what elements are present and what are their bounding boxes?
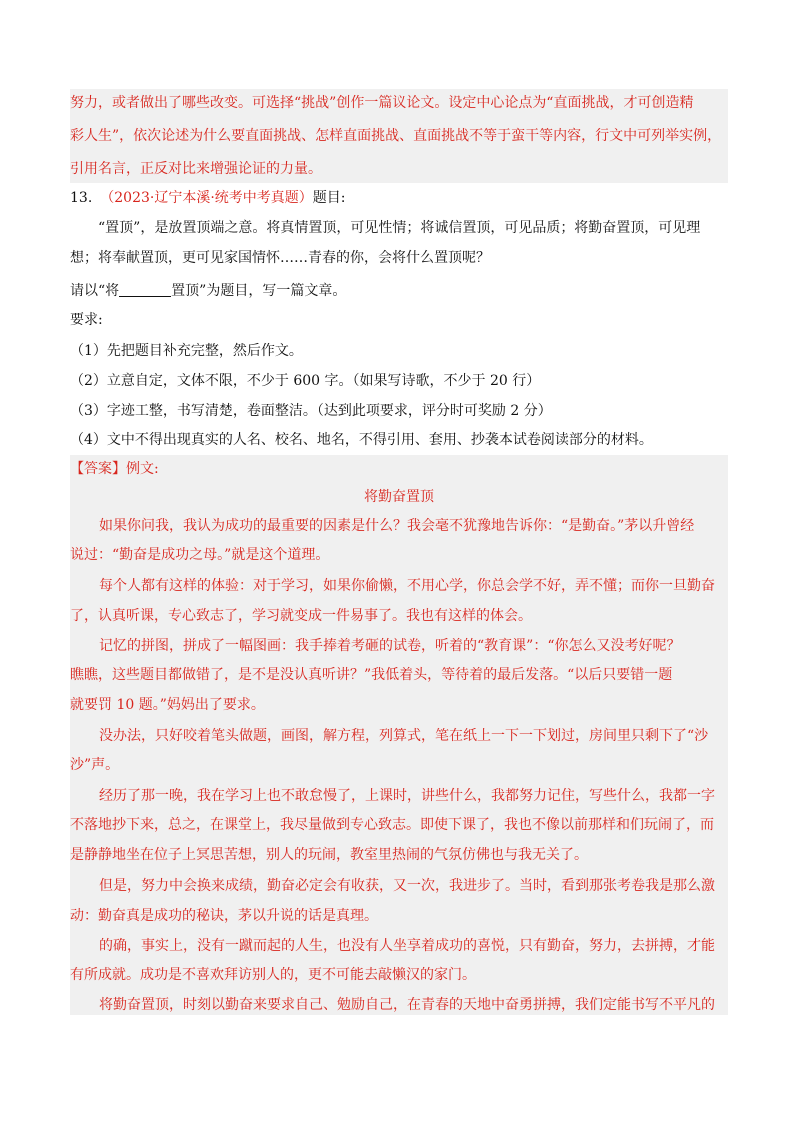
question-header <box>70 188 346 208</box>
previous-answer-line: 努力，或者做出了哪些改变。可选择“挑战”创作一篇议论文。设定中心论点为“直面挑战，才可创造精 <box>70 95 694 111</box>
essay-line: 但是，努力中会换来成绩，勤奋必定会有收获，又一次，我进步了。当时，看到那张考卷我是那么激 <box>99 878 715 894</box>
previous-answer-line: 引用名言，正反对比来增强论证的力量。 <box>70 161 322 177</box>
essay-line: 说过：“勤奋是成功之母。”就是这个道理。 <box>70 547 330 563</box>
answer-tag: 【答案】 <box>70 461 126 477</box>
question-instruction <box>70 281 346 301</box>
question-source: （2023·辽宁本溪·统考中考真题） <box>100 190 313 206</box>
essay-line: 没办法，只好咬着笔头做题，画图，解方程，列算式，笔在纸上一下一下划过，房间里只剩下了“沙 <box>99 728 709 744</box>
answer-label <box>70 459 159 479</box>
essay-line: 的确，事实上，没有一蹴而起的人生，也没有人坐享着成功的喜悦，只有勤奋，努力，去拼搏，才能 <box>99 938 715 954</box>
essay-line: 记忆的拼图，拼成了一幅图画：我手捧着考砸的试卷，听着的“教育课”：“你怎么又没考好呢？ <box>99 638 681 654</box>
answer-tag-suffix: 例文: <box>126 461 159 477</box>
question-label: 题目: <box>312 190 346 206</box>
essay-line: 每个人都有这样的体验：对于学习，如果你偷懒，不用心学，你总会学不好，弄不懂；而你一旦勤奋 <box>99 578 715 594</box>
essay-line: 动：勤奋真是成功的秘诀，茅以升说的话是真理。 <box>70 908 378 924</box>
essay-line: 如果你问我，我认为成功的最重要的因素是什么？我会毫不犹豫地告诉你：“是勤奋。”茅以升曾经 <box>99 518 695 534</box>
instruction-suffix: 置顶”为题目，写一篇文章。 <box>171 283 347 299</box>
title-blank <box>119 282 171 297</box>
essay-line: 将勤奋置顶，时刻以勤奋来要求自己、勉励自己，在青春的天地中奋勇拼搏，我们定能书写不平凡的 <box>99 997 715 1013</box>
previous-answer-block <box>70 89 728 183</box>
essay-line: 经历了那一晚，我在学习上也不敢怠慢了，上课时，讲些什么，我都努力记住，写些什么，我都一字 <box>99 788 715 804</box>
answer-block <box>70 455 728 1015</box>
essay-line: 有所成就。成功是不喜欢拜访别人的，更不可能去敲懒汉的家门。 <box>70 967 476 983</box>
essay-line: 沙”声。 <box>70 757 120 773</box>
essay-line: 是静静地坐在位子上冥思苦想，别人的玩闹，教室里热闹的气氛仿佛也与我无关了。 <box>70 847 588 863</box>
essay-title: 将勤奋置顶 <box>364 489 434 505</box>
question-number: 13. <box>70 190 93 206</box>
requirement-item: （3）字迹工整，书写清楚，卷面整洁。（达到此项要求，评分时可奖励 2 分） <box>70 403 552 419</box>
requirement-item: （1）先把题目补充完整，然后作文。 <box>70 343 303 359</box>
question-prompt-line: 想；将奉献置顶，更可见家国情怀……青春的你，会将什么置顶呢？ <box>70 250 490 266</box>
requirements-label: 要求: <box>70 312 103 328</box>
essay-line: 就要罚 10 题。”妈妈出了要求。 <box>70 697 265 713</box>
essay-line: 不落地抄下来，总之，在课堂上，我尽量做到专心致志。即使下课了，我也不像以前那样和们玩闹了，而 <box>70 817 714 833</box>
instruction-prefix: 请以“将 <box>70 283 120 299</box>
essay-line: 瞧瞧，这些题目都做错了，是不是没认真听讲？”我低着头，等待着的最后发落。“以后只要错一题 <box>70 667 673 683</box>
previous-answer-line: 彩人生”，依次论述为什么要直面挑战、怎样直面挑战、直面挑战不等于蛮干等内容，行文中可列举实例， <box>70 128 722 144</box>
question-prompt-line: “置顶”，是放置顶端之意。将真情置顶，可见性情；将诚信置顶，可见品质；将勤奋置顶，可见理 <box>98 220 701 236</box>
essay-line: 了，认真听课，专心致志了，学习就变成一件易事了。我也有这样的体会。 <box>70 608 532 624</box>
requirement-item: （2）立意自定，文体不限，不少于 600 字。（如果写诗歌，不少于 20 行） <box>70 373 541 389</box>
requirement-item: （4）文中不得出现真实的人名、校名、地名，不得引用、套用、抄袭本试卷阅读部分的材料。 <box>70 432 653 448</box>
